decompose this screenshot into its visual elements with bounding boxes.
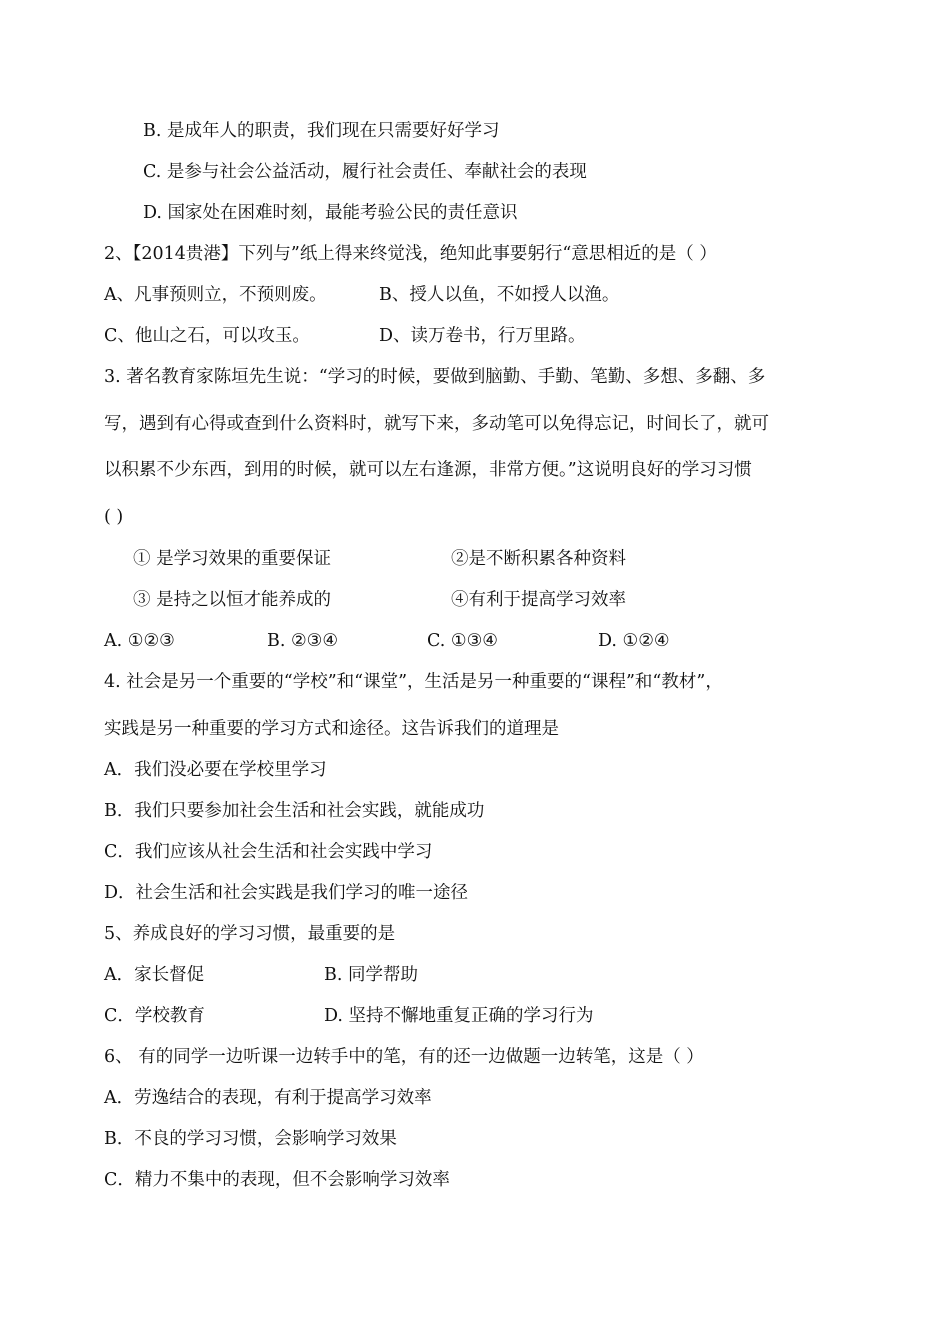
q2-stem: 2、【2014贵港】下列与”纸上得来终觉浅，绝知此事要躬行“意思相近的是（ ）	[104, 244, 717, 264]
q1-option-d: D. 国家处在困难时刻，最能考验公民的责任意识	[143, 203, 518, 223]
q1-option-c: C. 是参与社会公益活动，履行社会责任、奉献社会的表现	[143, 162, 587, 182]
q3-option-d: D. ①②④	[598, 631, 670, 651]
q3-item-2: ②是不断积累各种资料	[451, 549, 626, 569]
q6-option-b: B．不良的学习习惯，会影响学习效果	[104, 1129, 397, 1149]
q1-option-b: B. 是成年人的职责，我们现在只需要好好学习	[143, 121, 500, 141]
q3-item-3: ③ 是持之以恒才能养成的	[133, 590, 332, 610]
q3-stem-line-2: 写，遇到有心得或查到什么资料时，就写下来，多动笔可以免得忘记，时间长了，就可	[104, 414, 769, 434]
q3-answer-blank: ( )	[104, 507, 124, 527]
q4-option-d: D．社会生活和社会实践是我们学习的唯一途径	[104, 883, 469, 903]
q5-option-a: A．家长督促	[104, 965, 205, 985]
q5-option-d: D. 坚持不懈地重复正确的学习行为	[324, 1006, 594, 1026]
q5-option-b: B. 同学帮助	[324, 965, 418, 985]
q6-option-a: A．劳逸结合的表现，有利于提高学习效率	[104, 1088, 432, 1108]
q2-option-c: C、他山之石，可以攻玉。	[104, 326, 310, 346]
q2-option-a: A、凡事预则立，不预则废。	[104, 285, 327, 305]
q5-stem: 5、养成良好的学习习惯，最重要的是	[104, 924, 396, 944]
q3-option-b: B. ②③④	[267, 631, 339, 651]
q4-option-b: B．我们只要参加社会生活和社会实践，就能成功	[104, 801, 485, 821]
q3-option-c: C. ①③④	[427, 631, 498, 651]
q3-option-a: A. ①②③	[104, 631, 175, 651]
q6-option-c: C．精力不集中的表现，但不会影响学习效率	[104, 1170, 450, 1190]
q4-stem-line-2: 实践是另一种重要的学习方式和途径。这告诉我们的道理是	[104, 719, 559, 739]
q6-stem: 6、 有的同学一边听课一边转手中的笔，有的还一边做题一边转笔，这是（ ）	[104, 1047, 704, 1067]
q5-option-c: C．学校教育	[104, 1006, 205, 1026]
q4-option-a: A．我们没必要在学校里学习	[104, 760, 327, 780]
q4-option-c: C．我们应该从社会生活和社会实践中学习	[104, 842, 433, 862]
q2-option-d: D、读万卷书，行万里路。	[379, 326, 586, 346]
q2-option-b: B、授人以鱼，不如授人以渔。	[379, 285, 620, 305]
q3-stem-line-3: 以积累不少东西，到用的时候，就可以左右逢源，非常方便。”这说明良好的学习习惯	[104, 460, 752, 480]
q3-stem-line-1: 3. 著名教育家陈垣先生说：“学习的时候，要做到脑勤、手勤、笔勤、多想、多翻、多	[104, 367, 766, 387]
q3-item-1: ① 是学习效果的重要保证	[133, 549, 332, 569]
q4-stem-line-1: 4. 社会是另一个重要的“学校”和“课堂”，生活是另一种重要的“课程”和“教材”，	[104, 672, 723, 692]
q3-item-4: ④有利于提高学习效率	[451, 590, 626, 610]
